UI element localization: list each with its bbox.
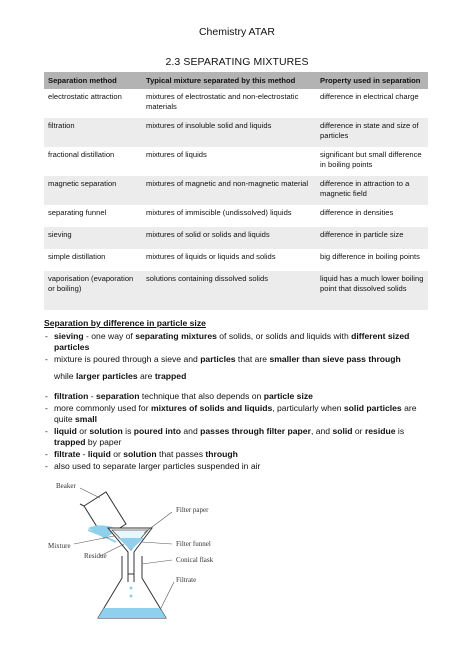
text-run: or: [76, 425, 90, 436]
list-item: - more commonly used for mixtures of solids and liquids, particularly when solid particles are quite small: [45, 402, 417, 425]
property-cell: difference in electrical charge: [316, 89, 428, 118]
text-run: technique that also depends on: [139, 390, 264, 401]
method-cell: simple distillation: [44, 249, 142, 271]
bold-term: liquid: [54, 425, 77, 436]
filtrate-liquid: [98, 608, 166, 618]
property-cell: difference in attraction to a magnetic field: [316, 176, 428, 205]
section-title: 2.3 SEPARATING MIXTURES: [165, 56, 309, 68]
bold-term: separating mixtures: [135, 330, 217, 341]
column-header: Typical mixture separated by this method: [142, 72, 316, 89]
bold-term: solid particles: [343, 402, 402, 413]
list-item: - liquid or solution is poured into and passes through filter paper, and solid or residue is trapped by paper: [45, 425, 405, 448]
mixture-cell: mixtures of liquids: [142, 147, 316, 176]
label-filter-paper: Filter paper: [176, 506, 209, 514]
table-row: [44, 89, 428, 118]
table-row: [44, 205, 428, 227]
bold-term: trapped: [54, 437, 86, 448]
bold-term: filtration: [54, 390, 89, 401]
table-header-row: [44, 72, 428, 89]
text-run: or: [352, 425, 365, 436]
text-run: is: [122, 425, 134, 436]
label-beaker: Beaker: [56, 482, 76, 490]
text-run: of solids, or solids and liquids with: [216, 330, 352, 341]
text-run: or: [110, 448, 124, 459]
property-cell: difference in state and size of particles: [316, 118, 428, 147]
page-header: Chemistry ATAR: [198, 26, 276, 38]
bold-term: larger particles: [75, 371, 138, 382]
method-cell: electrostatic attraction: [44, 89, 142, 118]
text-run: that are: [235, 353, 270, 364]
bold-term: sieving: [54, 330, 84, 341]
text-run: are: [137, 371, 155, 382]
mixture-cell: mixtures of liquids or liquids and solids: [142, 249, 316, 271]
bold-term: particle size: [263, 390, 313, 401]
table-row: [44, 147, 428, 176]
bold-term: trapped: [154, 371, 187, 382]
text-run: , particularly when: [272, 402, 344, 413]
column-header: Separation method: [44, 72, 142, 89]
label-conical-flask: Conical flask: [176, 556, 214, 564]
method-cell: magnetic separation: [44, 176, 142, 205]
list-item: - filtration - separation technique that also depends on particle size: [45, 390, 313, 401]
method-cell: filtration: [44, 118, 142, 147]
text-run: , and: [310, 425, 333, 436]
bold-term: liquid: [87, 448, 111, 459]
method-cell: sieving: [44, 227, 142, 249]
mixture-cell: mixtures of insoluble solid and liquids: [142, 118, 316, 147]
property-cell: difference in particle size: [316, 227, 428, 249]
column-header: Property used in separation: [316, 72, 428, 89]
notes-section: [44, 318, 434, 472]
label-filtrate: Filtrate: [176, 576, 197, 584]
text-run: while: [54, 371, 76, 382]
text-run: also used to separate larger particles suspended in air: [54, 460, 261, 471]
notes-heading: Separation by difference in particle size: [44, 318, 206, 328]
bold-term: smaller than sieve pass through: [269, 353, 401, 364]
text-run: and: [181, 425, 201, 436]
mixture-cell: mixtures of magnetic and non-magnetic material: [142, 176, 316, 205]
text-run: is: [395, 425, 405, 436]
property-cell: big difference in boiling points: [316, 249, 428, 271]
text-run: are quite: [54, 402, 417, 425]
bold-term: particles: [200, 353, 236, 364]
filtration-diagram: [44, 478, 264, 628]
table-row: [44, 227, 428, 249]
bold-term: small: [75, 414, 98, 425]
filter-funnel-illustration: [108, 528, 152, 582]
bold-term: residue: [364, 425, 396, 436]
method-cell: separating funnel: [44, 205, 142, 227]
text-run: by paper: [85, 437, 122, 448]
property-cell: difference in densities: [316, 205, 428, 227]
method-cell: vaporisation (evaporation or boiling): [44, 271, 142, 310]
bold-term: through: [205, 448, 238, 459]
text-run: -: [80, 448, 88, 459]
list-item: - sieving - one way of separating mixtures of solids, or solids and liquids with different sized particles: [45, 330, 410, 353]
bold-term: solid: [332, 425, 353, 436]
separation-methods-table: [44, 72, 428, 310]
bold-term: separation: [96, 390, 140, 401]
table-row: [44, 249, 428, 271]
mixture-cell: mixtures of immiscible (undissolved) liquids: [142, 205, 316, 227]
method-cell: fractional distillation: [44, 147, 142, 176]
bold-term: solution: [89, 425, 123, 436]
property-cell: significant but small difference in boiling points: [316, 147, 428, 176]
text-run: more commonly used for: [54, 402, 151, 413]
mixture-cell: mixtures of electrostatic and non-electrostatic materials: [142, 89, 316, 118]
bold-term: poured into: [133, 425, 182, 436]
text-run: mixture is poured through a sieve and: [54, 353, 201, 364]
bold-term: mixtures of solids and liquids: [150, 402, 273, 413]
list-item: - also used to separate larger particles suspended in air: [45, 460, 261, 471]
bold-term: solution: [123, 448, 157, 459]
label-filter-funnel: Filter funnel: [176, 540, 211, 548]
list-item: - mixture is poured through a sieve and particles that are smaller than sieve pass through while larger particles are trapped: [45, 353, 401, 382]
bold-term: different sized particles: [54, 330, 410, 353]
text-run: - one way of: [83, 330, 136, 341]
table-row: [44, 176, 428, 205]
table-row: [44, 118, 428, 147]
text-run: that passes: [156, 448, 206, 459]
table-row: [44, 271, 428, 310]
label-mixture: Mixture: [48, 542, 71, 550]
text-run: -: [88, 390, 97, 401]
mixture-cell: mixtures of solid or solids and liquids: [142, 227, 316, 249]
bold-term: passes through filter paper: [200, 425, 311, 436]
property-cell: liquid has a much lower boiling point that dissolved solids: [316, 271, 428, 310]
label-residue: Residue: [84, 552, 107, 560]
list-item: - filtrate - liquid or solution that passes through: [45, 448, 238, 459]
bold-term: filtrate: [54, 448, 81, 459]
mixture-cell: solutions containing dissolved solids: [142, 271, 316, 310]
